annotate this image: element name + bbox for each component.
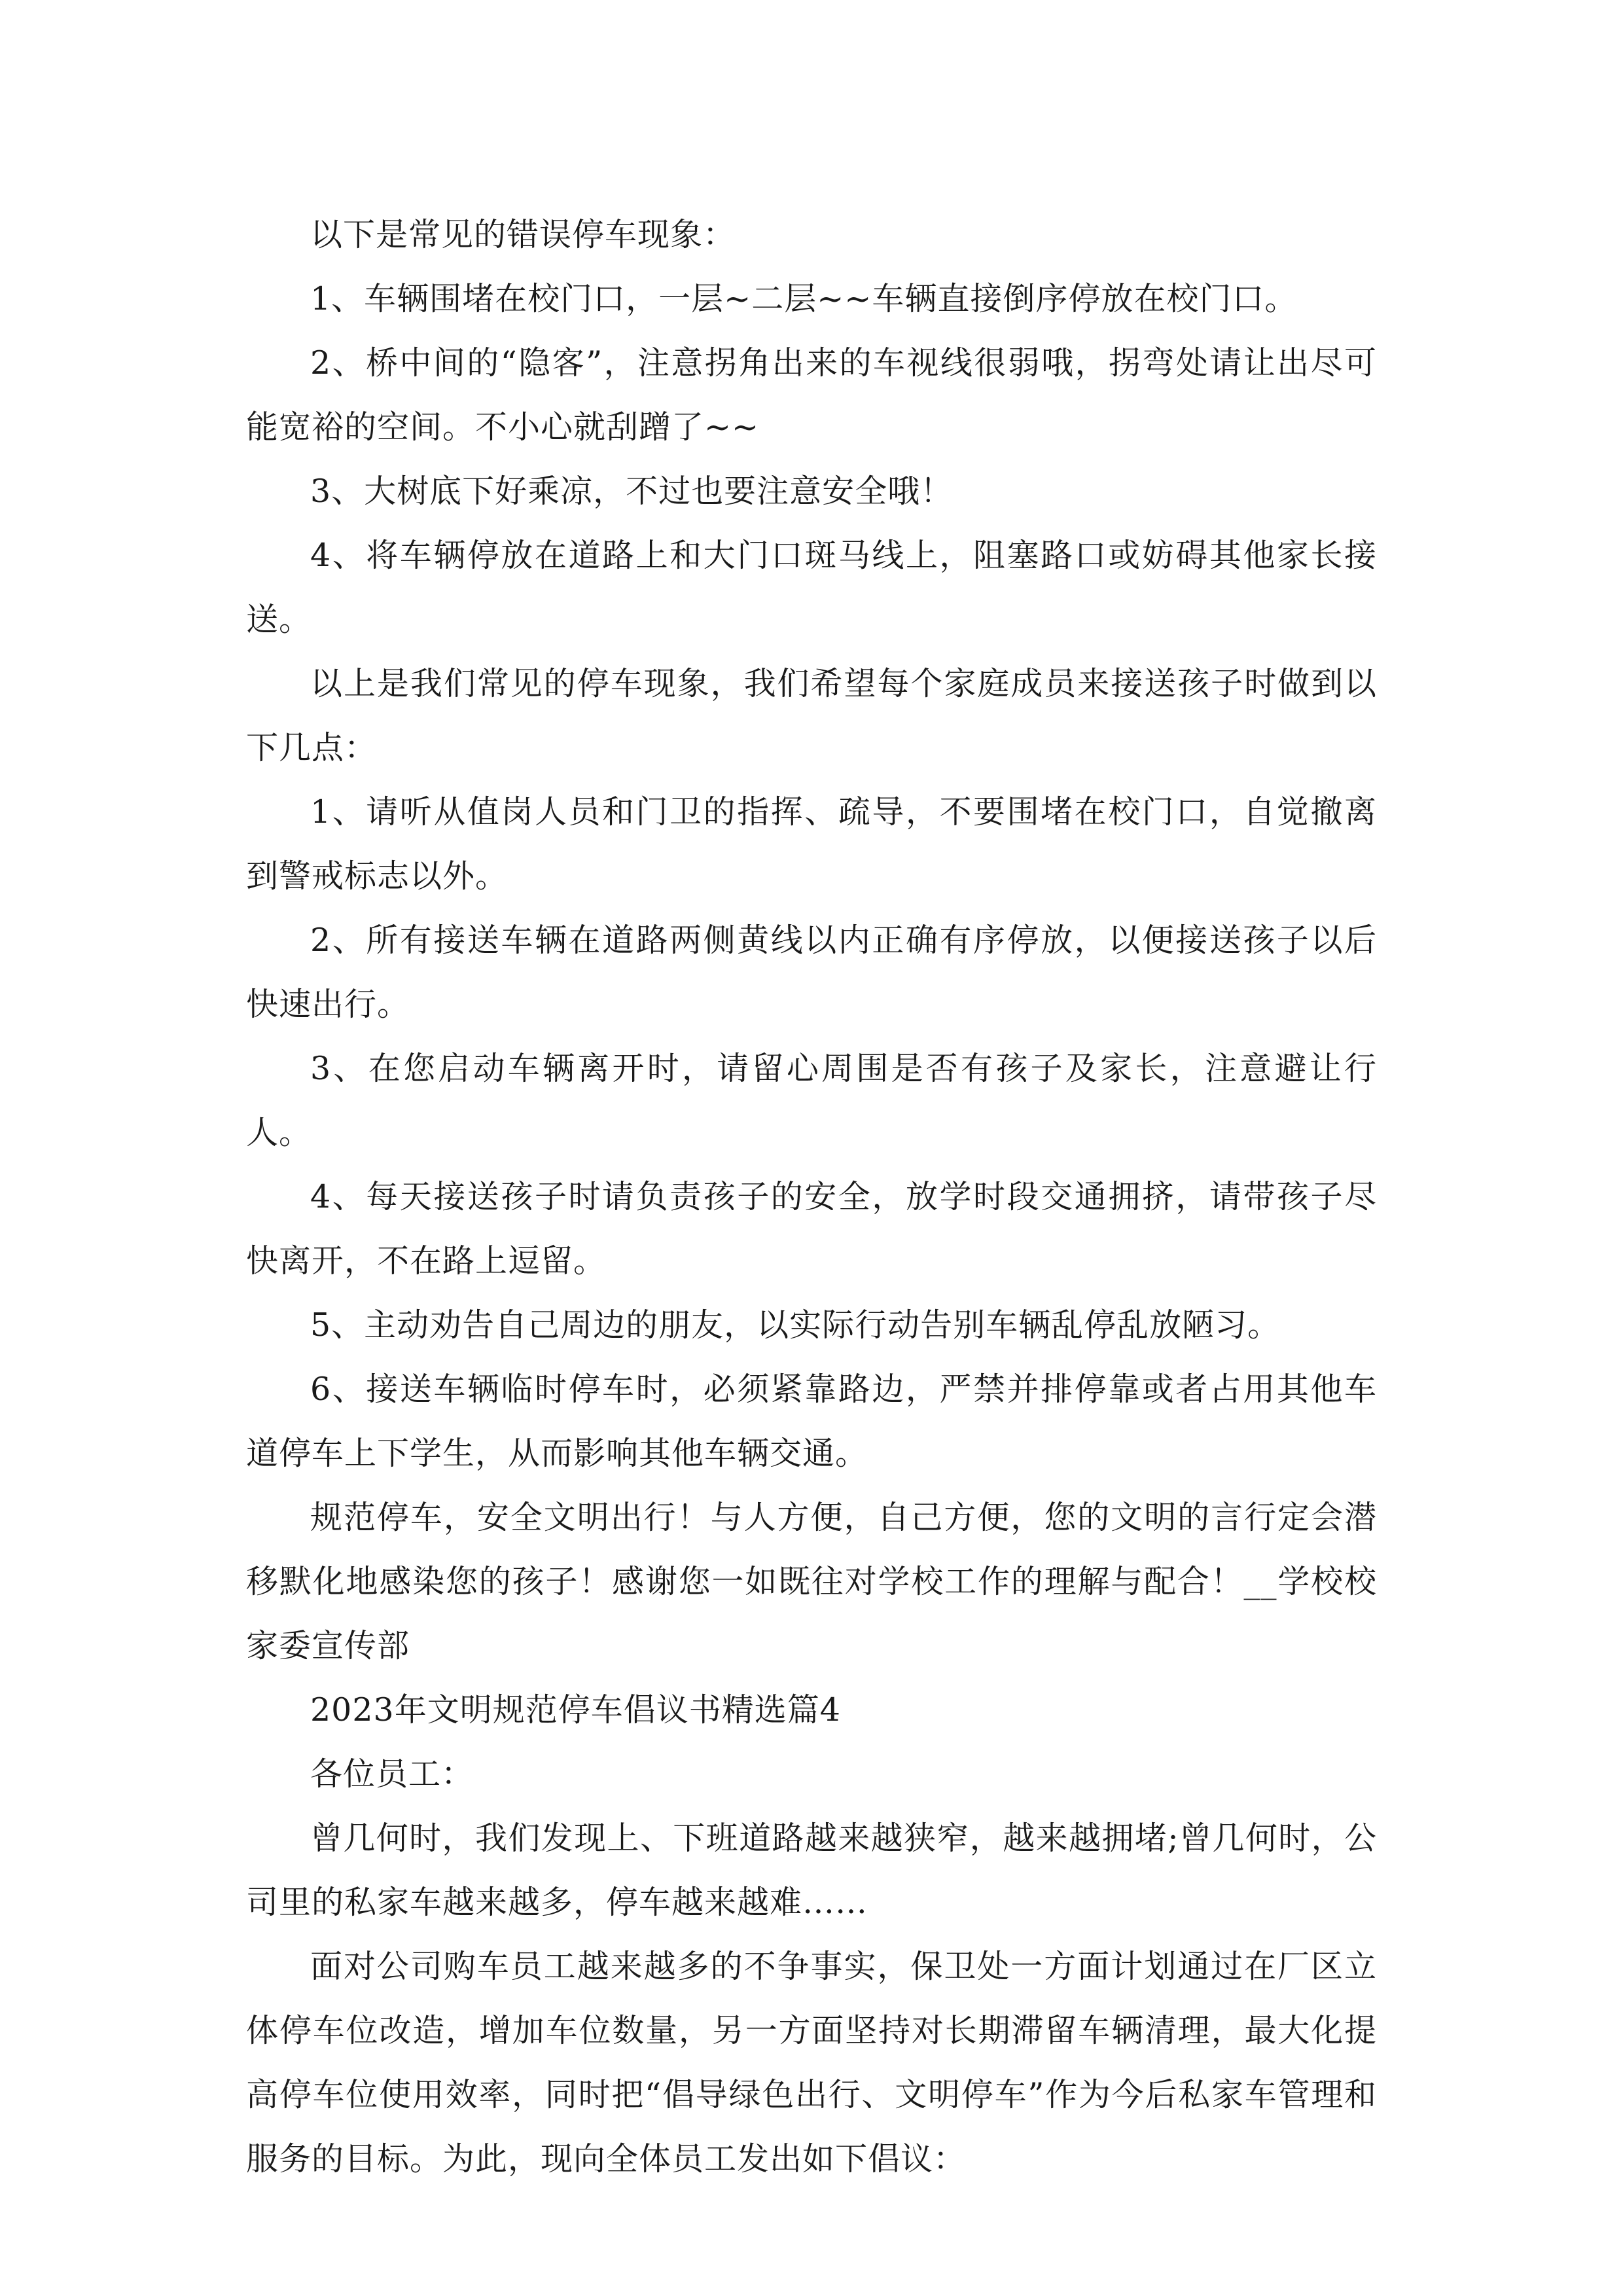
paragraph-wrong-item-3: 3、大树底下好乘凉，不过也要注意安全哦！ <box>310 473 954 510</box>
section-heading: 2023年文明规范停车倡议书精选篇4 <box>310 1691 841 1729</box>
paragraph-intro-wrong-parking: 以下是常见的错误停车现象： <box>310 216 736 253</box>
paragraph-intro-requests: 以上是我们常见的停车现象，我们希望每个家庭成员来接送孩子时做到以下几点： <box>246 665 1377 766</box>
paragraph-body-1: 曾几何时，我们发现上、下班道路越来越狭窄，越来越拥堵;曾几何时，公司里的私家车越来越多，停车越来越难…… <box>246 1820 1377 1921</box>
paragraph-request-item-6: 6、接送车辆临时停车时，必须紧靠路边，严禁并排停靠或者占用其他车道停车上下学生，从而影响其他车辆交通。 <box>246 1371 1377 1472</box>
paragraph-wrong-item-1: 1、车辆围堵在校门口，一层~二层~~车辆直接倒序停放在校门口。 <box>310 280 1298 317</box>
paragraph-body-2: 面对公司购车员工越来越多的不争事实，保卫处一方面计划通过在厂区立体停车位改造，增加车位数量，另一方面坚持对长期滞留车辆清理，最大化提高停车位使用效率，同时把“倡导绿色出行、文明停车”作为今后私家车管理和服务的目标。为此，现向全体员工发出如下倡议： <box>246 1948 1377 2178</box>
paragraph-request-item-4: 4、每天接送孩子时请负责孩子的安全，放学时段交通拥挤，请带孩子尽快离开，不在路上逗留。 <box>246 1178 1377 1280</box>
paragraph-closing: 规范停车，安全文明出行！与人方便，自己方便，您的文明的言行定会潜移默化地感染您的孩子！感谢您一如既往对学校工作的理解与配合！__学校校家委宣传部 <box>246 1499 1377 1664</box>
paragraph-request-item-1: 1、请听从值岗人员和门卫的指挥、疏导，不要围堵在校门口，自觉撤离到警戒标志以外。 <box>246 793 1377 895</box>
document-page <box>246 203 1377 2191</box>
paragraph-request-item-3: 3、在您启动车辆离开时，请留心周围是否有孩子及家长，注意避让行人。 <box>246 1050 1377 1151</box>
paragraph-request-item-2: 2、所有接送车辆在道路两侧黄线以内正确有序停放，以便接送孩子以后快速出行。 <box>246 922 1377 1023</box>
paragraph-wrong-item-4: 4、将车辆停放在道路上和大门口斑马线上，阻塞路口或妨碍其他家长接送。 <box>246 537 1377 638</box>
paragraph-request-item-5: 5、主动劝告自己周边的朋友，以实际行动告别车辆乱停乱放陋习。 <box>310 1306 1281 1344</box>
paragraph-wrong-item-2: 2、桥中间的“隐客”，注意拐角出来的车视线很弱哦，拐弯处请让出尽可能宽裕的空间。不小心就刮蹭了~~ <box>246 344 1377 446</box>
salutation: 各位员工： <box>310 1755 474 1793</box>
